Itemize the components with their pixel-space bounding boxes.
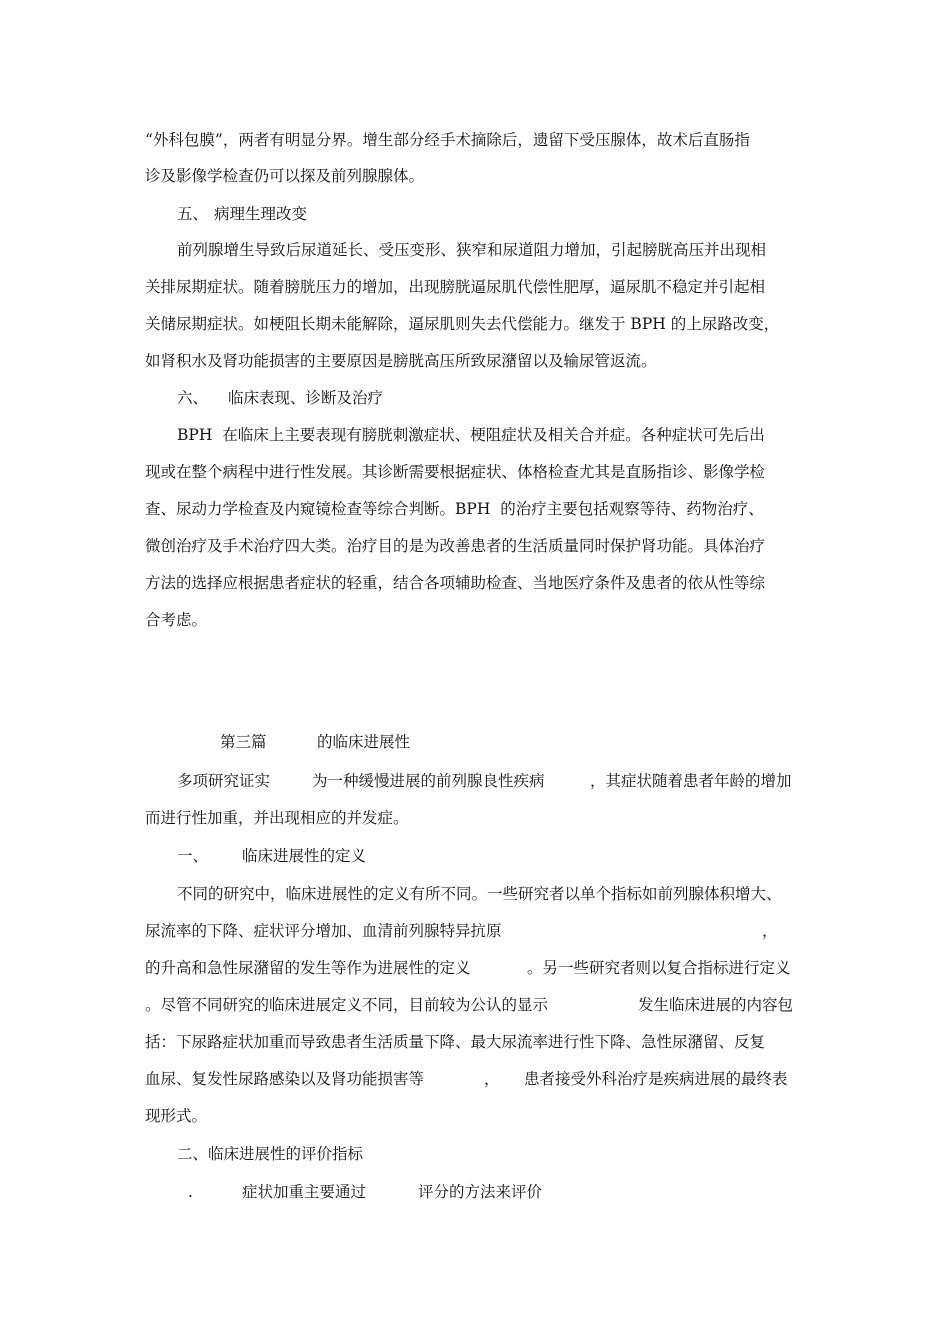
body-text-line: BPH 在临床上主要表现有膀胱刺激症状、梗阻症状及相关合并症。各种症状可先后出 [177, 426, 765, 444]
body-text-line: 关储尿期症状。如梗阻长期未能解除，逼尿肌则失去代偿能力。继发于 BPH 的上尿路改变， [145, 315, 780, 333]
body-text-line: 如肾积水及肾功能损害的主要原因是膀胱高压所致尿潴留以及输尿管返流。 [145, 352, 657, 370]
subsection-heading: 二、临床进展性的评价指标 [177, 1145, 364, 1163]
body-text-line: 前列腺增生导致后尿道延长、受压变形、狭窄和尿道阻力增加，引起膀胱高压并出现相 [177, 241, 767, 259]
body-text-line: 查、尿动力学检查及内窥镜检查等综合判断。BPH 的治疗主要包括观察等待、药物治疗、 [145, 500, 764, 518]
section-heading: 临床表现、诊断及治疗 [228, 389, 384, 407]
body-text-line: “外科包膜”，两者有明显分界。增生部分经手术摘除后，遗留下受压腺体，故术后直肠指 [145, 131, 750, 149]
body-text-line: ， [762, 922, 778, 940]
body-text-line: 而进行性加重，并出现相应的并发症。 [145, 809, 409, 827]
body-text-line: 微创治疗及手术治疗四大类。治疗目的是为改善患者的生活质量同时保护肾功能。具体治疗 [145, 537, 766, 555]
subsection-heading-number: 一、 [177, 847, 209, 865]
chapter-title: 第三篇 [220, 733, 267, 751]
section-heading: 病理生理改变 [214, 205, 308, 223]
body-text-line: 尿流率的下降、症状评分增加、血清前列腺特异抗原 [145, 922, 502, 940]
body-text-line: 为一种缓慢进展的前列腺良性疾病 [312, 772, 545, 790]
body-text-line: 不同的研究中，临床进展性的定义有所不同。一些研究者以单个指标如前列腺体积增大、 [177, 885, 782, 903]
body-text-line: 。另一些研究者则以复合指标进行定义 [527, 959, 791, 977]
chapter-title: 的临床进展性 [317, 733, 411, 751]
body-text-line: 多项研究证实 [177, 772, 271, 790]
body-text-line: ， [484, 1070, 500, 1088]
body-text-line: 患者接受外科治疗是疾病进展的最终表 [524, 1070, 788, 1088]
body-text-line: 血尿、复发性尿路感染以及肾功能损害等 [145, 1070, 425, 1088]
body-text-line: 诊及影像学检查仍可以探及前列腺腺体。 [145, 167, 425, 185]
subsection-heading: 临床进展性的定义 [242, 847, 367, 865]
section-heading-number: 五、 [177, 205, 209, 223]
body-text-line: 关排尿期症状。随着膀胱压力的增加，出现膀胱逼尿肌代偿性肥厚，逼尿肌不稳定并引起相 [145, 278, 766, 296]
body-text-line: ，其症状随着患者年龄的增加 [590, 772, 792, 790]
body-text-line: 合考虑。 [145, 611, 208, 629]
body-text-line: 。尽管不同研究的临床进展定义不同，目前较为公认的显示 [145, 996, 549, 1014]
body-text-line: 现形式。 [145, 1107, 208, 1125]
body-text-line: 发生临床进展的内容包 [638, 996, 794, 1014]
list-item-marker: . [188, 1183, 193, 1201]
body-text-line: 现或在整个病程中进行性发展。其诊断需要根据症状、体格检查尤其是直肠指诊、影像学检 [145, 463, 766, 481]
body-text-line: 括：下尿路症状加重而导致患者生活质量下降、最大尿流率进行性下降、急性尿潴留、反复 [145, 1033, 766, 1051]
list-item-text: 症状加重主要通过 [242, 1183, 367, 1201]
section-heading-number: 六、 [177, 389, 209, 407]
list-item-text: 评分的方法来评价 [418, 1183, 543, 1201]
body-text-line: 的升高和急性尿潴留的发生等作为进展性的定义 [145, 959, 471, 977]
body-text-line: 方法的选择应根据患者症状的轻重，结合各项辅助检查、当地医疗条件及患者的依从性等综 [145, 574, 766, 592]
